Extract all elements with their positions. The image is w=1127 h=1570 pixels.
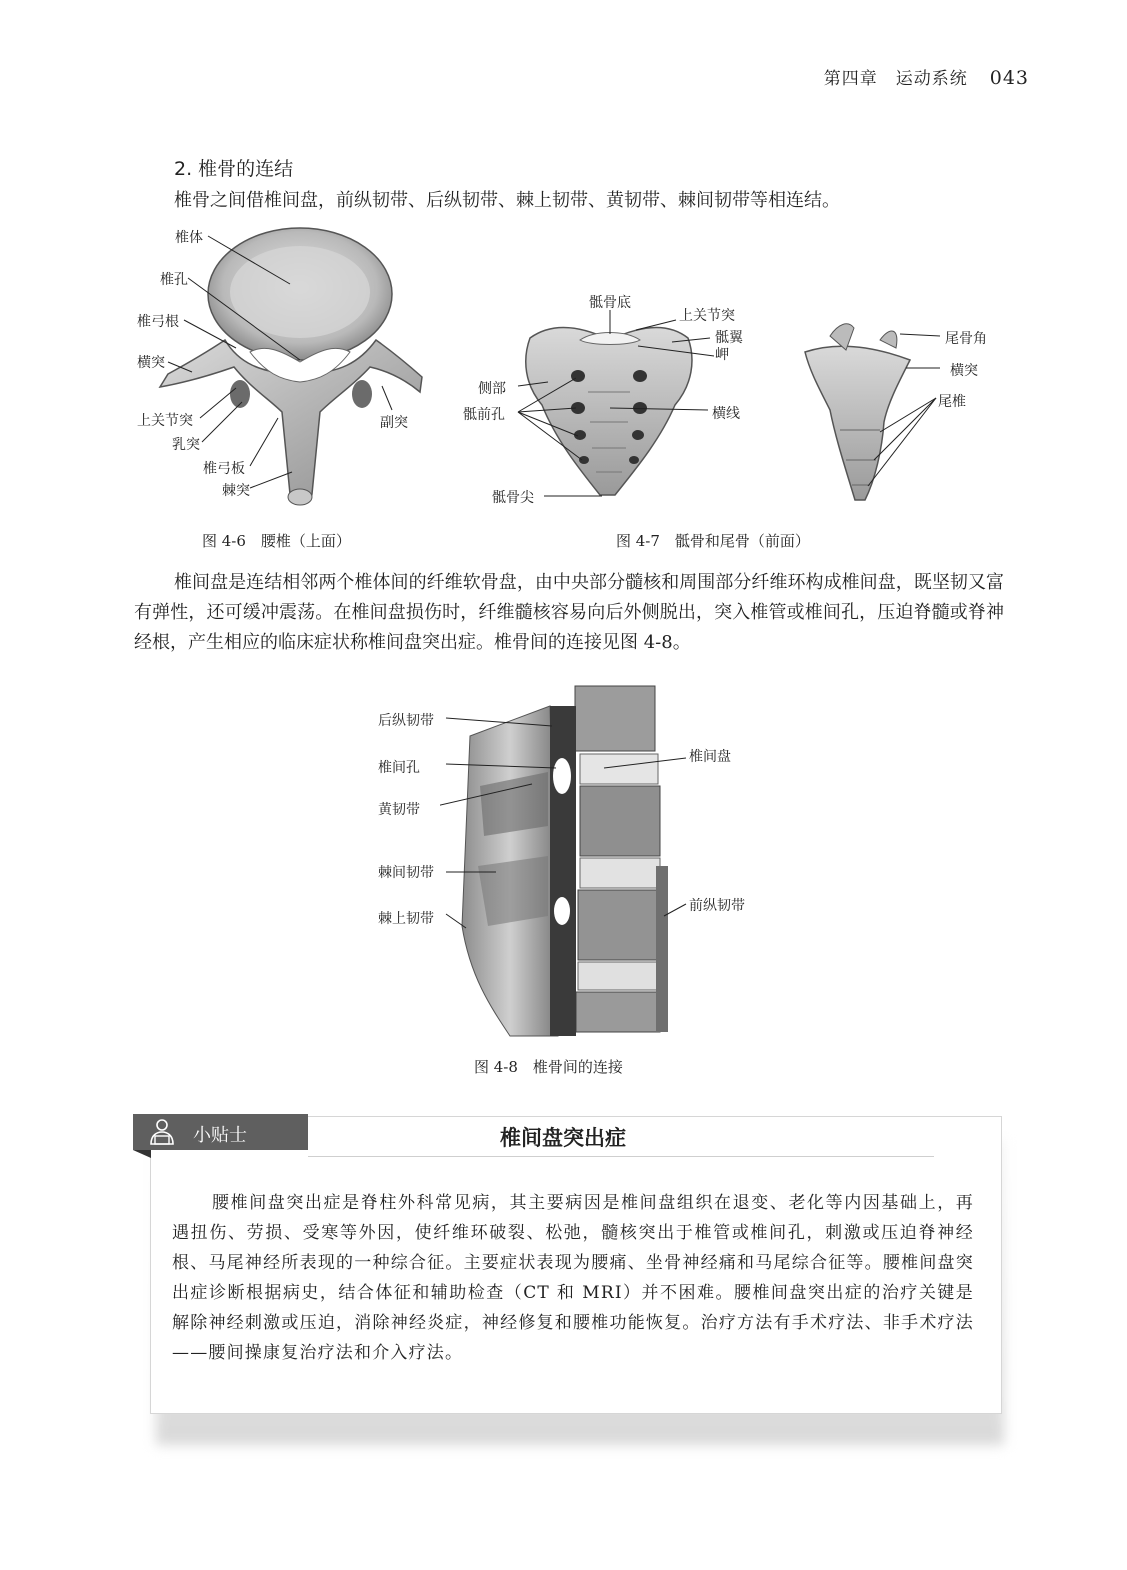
figure-4-6-leader-lines (130, 222, 450, 522)
figure-4-8-leader-lines (440, 676, 700, 1046)
body-paragraph: 椎间盘是连结相邻两个椎体间的纤维软骨盘，由中央部分髓核和周围部分纤维环构成椎间盘，既坚韧又富有弹性，还可缓冲震荡。在椎间盘损伤时，纤维髓核容易向后外侧脱出，突入椎管或椎间孔，压迫脊髓或脊神经根，产生相应的临床症状称椎间盘突出症。椎骨间的连接见图 4-8。 (134, 572, 1004, 653)
caption-fig-4-7: 图 4-7 骶骨和尾骨（前面） (616, 532, 810, 550)
label-anterior-sacral-foramina: 骶前孔 (463, 407, 505, 423)
figure-4-7-leader-lines (460, 290, 1020, 520)
label-lateral-part: 侧部 (478, 381, 506, 397)
label-coccyx-transverse-process: 横突 (950, 363, 978, 379)
label-supraspinous-ligament: 棘上韧带 (378, 911, 434, 927)
label-lamina: 椎弓板 (203, 461, 245, 477)
caption-fig-4-8: 图 4-8 椎骨间的连接 (474, 1058, 623, 1076)
label-vertebral-body: 椎体 (175, 230, 203, 246)
label-mammillary-process: 乳突 (172, 437, 200, 453)
label-spinous-process: 棘突 (222, 483, 250, 499)
page-number: 043 (989, 67, 1029, 89)
label-accessory-process: 副突 (380, 415, 408, 431)
tip-tab (133, 1114, 308, 1150)
label-pedicle: 椎弓根 (137, 314, 179, 330)
label-coccygeal-vertebrae: 尾椎 (938, 394, 966, 410)
reader-icon (147, 1118, 177, 1151)
tip-tab-label: 小贴士 (193, 1125, 247, 1146)
tip-body: 腰椎间盘突出症是脊柱外科常见病，其主要病因是椎间盘组织在退变、老化等内因基础上，再遇扭伤、劳损、受寒等外因，使纤维环破裂、松弛，髓核突出于椎管或椎间孔，刺激或压迫脊神经根、马尾神经所表现的一种综合征。主要症状表现为腰痛、坐骨神经痛和马尾综合征等。腰椎间盘突出症诊断根据病史，结合体征和辅助检查（CT 和 MRI）并不困难。腰椎间盘突出症的治疗关键是解除神经刺激或压迫，消除神经炎症，神经修复和腰椎功能恢复。治疗方法有手术疗法、非手术疗法——腰间操康复治疗法和介入疗法。 (172, 1193, 974, 1363)
tip-tab-fold (133, 1150, 151, 1158)
label-transverse-ridges: 横线 (712, 406, 740, 422)
section-title: 2. 椎骨的连结 (174, 158, 294, 180)
label-vertebral-foramen: 椎孔 (160, 272, 188, 288)
tip-title: 椎间盘突出症 (500, 1126, 626, 1150)
label-promontory: 岬 (715, 347, 729, 363)
label-anterior-longitudinal-ligament: 前纵韧带 (689, 898, 745, 914)
label-intervertebral-disc: 椎间盘 (689, 749, 731, 765)
label-posterior-longitudinal-ligament: 后纵韧带 (378, 713, 434, 729)
label-intervertebral-foramen: 椎间孔 (378, 760, 420, 776)
label-apex-of-sacrum: 骶骨尖 (492, 490, 534, 506)
label-sacral-superior-articular-process: 上关节突 (679, 308, 735, 324)
label-base-of-sacrum: 骶骨底 (589, 295, 631, 311)
label-transverse-process: 横突 (137, 355, 165, 371)
label-interspinous-ligament: 棘间韧带 (378, 865, 434, 881)
intro-paragraph: 椎骨之间借椎间盘，前纵韧带、后纵韧带、棘上韧带、黄韧带、棘间韧带等相连结。 (174, 190, 840, 211)
chapter-title: 第四章 运动系统 (823, 69, 968, 89)
label-ala-of-sacrum: 骶翼 (715, 330, 743, 346)
running-head (824, 64, 1029, 89)
caption-fig-4-6: 图 4-6 腰椎（上面） (202, 532, 351, 550)
label-ligamentum-flavum: 黄韧带 (378, 802, 420, 818)
tip-title-rule (308, 1156, 934, 1157)
label-coccygeal-cornu: 尾骨角 (945, 331, 987, 347)
label-superior-articular-process: 上关节突 (137, 413, 193, 429)
